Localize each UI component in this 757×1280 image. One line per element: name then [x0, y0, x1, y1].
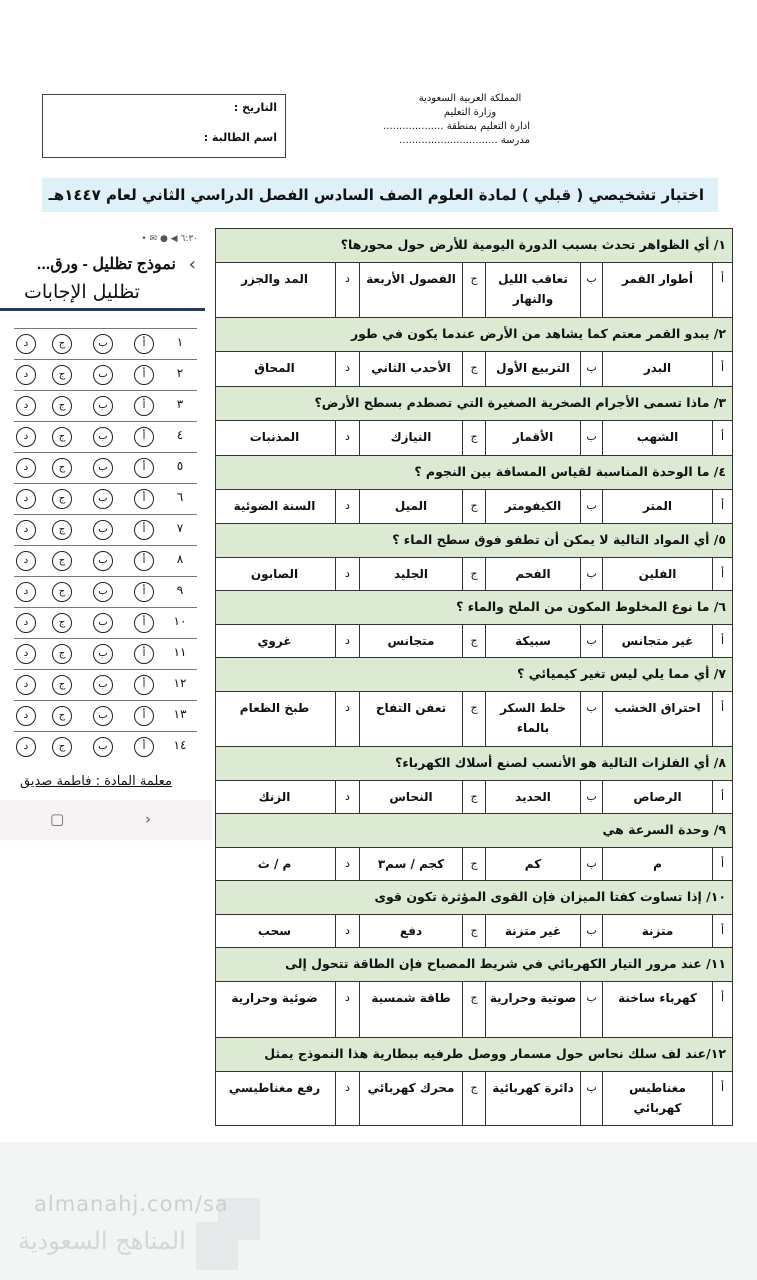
- answer-bubble[interactable]: د: [16, 427, 36, 447]
- answer-row: [14, 390, 197, 421]
- option-letter: د: [335, 263, 359, 317]
- answer-bubble[interactable]: ج: [52, 644, 72, 664]
- option-letter: د: [335, 1072, 359, 1125]
- option-answer[interactable]: غير متزنة: [485, 915, 580, 947]
- answer-bubble[interactable]: د: [16, 613, 36, 633]
- option-answer[interactable]: طاقة شمسية: [359, 982, 462, 1037]
- option-answer[interactable]: المذنبات: [249, 430, 300, 444]
- option-answer[interactable]: الزنك: [258, 790, 291, 804]
- options-row: [215, 982, 733, 1038]
- watermark-brand: المناهج السعودية: [18, 1227, 186, 1255]
- option-answer[interactable]: النيازك: [359, 421, 462, 455]
- option-letter: ج: [462, 915, 485, 947]
- option-answer[interactable]: أطوار القمر: [602, 263, 712, 317]
- answer-bubble[interactable]: د: [16, 458, 36, 478]
- option-answer[interactable]: دائرة كهربائية: [485, 1072, 580, 1125]
- question-text: ٢/ يبدو القمر معتم كما يشاهد من الأرض عندما يكون في طور: [215, 318, 733, 352]
- answer-bubble[interactable]: أ: [134, 427, 154, 447]
- option-answer[interactable]: ضوئية وحرارية: [231, 991, 318, 1005]
- answer-bubble[interactable]: أ: [134, 520, 154, 540]
- options-row: [215, 848, 733, 881]
- option-letter: ب: [580, 625, 602, 657]
- answer-row: [14, 359, 197, 390]
- answer-bubble[interactable]: د: [16, 520, 36, 540]
- row-number: ٧: [176, 521, 184, 535]
- option-answer[interactable]: سحب: [257, 924, 292, 938]
- option-answer[interactable]: كجم / سم٣: [359, 848, 462, 880]
- option-letter: أ: [712, 915, 732, 947]
- option-letter: د: [335, 490, 359, 523]
- forward-icon[interactable]: ›: [145, 810, 151, 828]
- answer-bubble[interactable]: ج: [52, 737, 72, 757]
- answer-bubble[interactable]: ب: [93, 334, 113, 354]
- answer-bubble[interactable]: ج: [52, 334, 72, 354]
- answer-bubble[interactable]: ب: [93, 365, 113, 385]
- answer-bubble[interactable]: ج: [52, 489, 72, 509]
- answer-row: [14, 421, 197, 452]
- option-answer[interactable]: مغناطيس كهربائي: [602, 1072, 712, 1125]
- question-text: ٧/ أي مما يلي ليس تغير كيميائي ؟: [215, 658, 733, 692]
- row-number: ١٣: [173, 707, 187, 721]
- answer-bubble[interactable]: د: [16, 334, 36, 354]
- answer-bubble[interactable]: أ: [134, 334, 154, 354]
- answer-row: [14, 514, 197, 545]
- option-letter: أ: [712, 625, 732, 657]
- answer-bubble[interactable]: ب: [93, 644, 113, 664]
- options-row: [215, 1072, 733, 1126]
- answer-bubble[interactable]: أ: [134, 737, 154, 757]
- option-answer[interactable]: غروي: [257, 634, 292, 648]
- option-letter: ج: [462, 352, 485, 386]
- option-answer[interactable]: المد والجزر: [241, 272, 308, 286]
- option-letter: ب: [580, 915, 602, 947]
- option-letter: د: [335, 982, 359, 1037]
- logo-square: [196, 1222, 238, 1270]
- answer-bubble[interactable]: ب: [93, 551, 113, 571]
- answer-bubble[interactable]: أ: [134, 365, 154, 385]
- option-answer[interactable]: رفع مغناطيسي: [228, 1081, 321, 1095]
- nav-bar: [0, 800, 212, 840]
- answer-sheet-phone-screenshot: [0, 228, 212, 840]
- question-text: ٩/ وحدة السرعة هي: [215, 814, 733, 848]
- kingdom-label: المملكة العربية السعودية: [418, 93, 522, 104]
- option-letter: د: [335, 352, 359, 386]
- date-label: التاريخ :: [233, 101, 277, 114]
- option-letter: أ: [712, 781, 732, 813]
- option-answer[interactable]: الفحم: [485, 558, 580, 590]
- school-header: [360, 92, 530, 148]
- options-row: [215, 421, 733, 456]
- options-row: [215, 781, 733, 814]
- option-answer[interactable]: النحاس: [359, 781, 462, 813]
- answer-bubble[interactable]: د: [16, 706, 36, 726]
- option-letter: د: [335, 558, 359, 590]
- question-text: ١٠/ إذا تساوت كفتا الميزان فإن القوى المؤثرة تكون قوى: [215, 881, 733, 915]
- answer-bubble[interactable]: ب: [93, 706, 113, 726]
- answer-row: [14, 452, 197, 483]
- row-number: ١: [176, 335, 184, 349]
- row-number: ٤: [176, 428, 184, 442]
- home-icon[interactable]: ▢: [50, 810, 65, 828]
- answer-bubble[interactable]: ب: [93, 458, 113, 478]
- option-answer[interactable]: كهرباء ساخنة: [602, 982, 712, 1037]
- header-underline: [0, 308, 205, 311]
- option-answer[interactable]: غير متجانس: [602, 625, 712, 657]
- option-answer[interactable]: الصابون: [250, 567, 299, 581]
- answer-bubble[interactable]: ج: [52, 675, 72, 695]
- option-answer[interactable]: احتراق الخشب: [602, 692, 712, 746]
- row-number: ٦: [176, 490, 184, 504]
- option-letter: ب: [580, 558, 602, 590]
- option-answer[interactable]: تعاقب الليل والنهار: [485, 263, 580, 317]
- answer-row: [14, 483, 197, 514]
- option-answer[interactable]: صوتية وحرارية: [485, 982, 580, 1037]
- option-letter: ب: [580, 848, 602, 880]
- option-answer[interactable]: الحديد: [485, 781, 580, 813]
- answer-bubble[interactable]: د: [16, 365, 36, 385]
- option-letter: د: [335, 915, 359, 947]
- row-number: ١٤: [173, 738, 187, 752]
- watermark-area: [0, 1142, 757, 1280]
- question-text: ٥/ أي المواد التالية لا يمكن أن تطفو فوق سطح الماء ؟: [215, 524, 733, 558]
- option-answer[interactable]: الأقمار: [485, 421, 580, 455]
- option-letter: ب: [580, 490, 602, 523]
- answer-bubble[interactable]: ج: [52, 582, 72, 602]
- option-letter: د: [335, 421, 359, 455]
- question-text: ١٢/عند لف سلك نحاس حول مسمار ووصل طرفيه ببطارية هذا النموذج يمثل: [215, 1038, 733, 1072]
- answer-bubble[interactable]: أ: [134, 644, 154, 664]
- answer-bubble[interactable]: أ: [134, 582, 154, 602]
- answer-bubble[interactable]: ج: [52, 551, 72, 571]
- answer-bubble[interactable]: ب: [93, 427, 113, 447]
- option-answer[interactable]: متزنة: [602, 915, 712, 947]
- option-letter: ج: [462, 848, 485, 880]
- answer-bubble[interactable]: د: [16, 644, 36, 664]
- option-answer[interactable]: م / ث: [257, 857, 292, 871]
- option-letter: ج: [462, 263, 485, 317]
- answer-row: [14, 638, 197, 669]
- option-answer[interactable]: السنة الضوئية: [233, 499, 316, 513]
- answer-row: [14, 545, 197, 576]
- answer-row: [14, 669, 197, 700]
- answer-bubble[interactable]: ب: [93, 737, 113, 757]
- answer-bubble[interactable]: ج: [52, 458, 72, 478]
- answer-bubble[interactable]: د: [16, 582, 36, 602]
- options-row: [215, 692, 733, 747]
- answer-bubble[interactable]: ب: [93, 675, 113, 695]
- option-letter: ب: [580, 781, 602, 813]
- option-answer[interactable]: المتر: [602, 490, 712, 523]
- option-letter: أ: [712, 1072, 732, 1125]
- option-letter: ب: [580, 263, 602, 317]
- option-answer[interactable]: الأحدب الثاني: [359, 352, 462, 386]
- option-letter: ج: [462, 625, 485, 657]
- row-number: ٣: [176, 397, 184, 411]
- answer-row: [14, 576, 197, 607]
- answer-row: [14, 607, 197, 638]
- answer-row: [14, 700, 197, 731]
- option-answer[interactable]: الكيفومتر: [485, 490, 580, 523]
- answer-bubble[interactable]: د: [16, 489, 36, 509]
- option-answer[interactable]: طبخ الطعام: [239, 701, 310, 715]
- watermark-url: almanahj.com/sa: [34, 1192, 229, 1216]
- option-letter: ج: [462, 490, 485, 523]
- status-time: ٦:٣٠: [180, 234, 198, 244]
- row-number: ١٠: [173, 614, 187, 628]
- answer-bubble[interactable]: ب: [93, 520, 113, 540]
- answer-bubble[interactable]: د: [16, 675, 36, 695]
- row-number: ١١: [173, 645, 187, 659]
- row-number: ٢: [176, 366, 184, 380]
- option-letter: د: [335, 848, 359, 880]
- answer-bubble[interactable]: د: [16, 551, 36, 571]
- option-answer[interactable]: التربيع الأول: [485, 352, 580, 386]
- option-answer[interactable]: سبيكة: [485, 625, 580, 657]
- option-answer[interactable]: م: [602, 848, 712, 880]
- options-row: [215, 263, 733, 318]
- option-answer[interactable]: المحاق: [254, 361, 295, 375]
- option-letter: ب: [580, 421, 602, 455]
- admin-label: ادارة التعليم بمنطقة ...................: [383, 121, 530, 132]
- option-letter: أ: [712, 263, 732, 317]
- answer-bubble[interactable]: أ: [134, 551, 154, 571]
- question-text: ٦/ ما نوع المخلوط المكون من الملح والماء ؟: [215, 591, 733, 625]
- options-row: [215, 558, 733, 591]
- option-answer[interactable]: الشهب: [602, 421, 712, 455]
- answer-bubble[interactable]: د: [16, 737, 36, 757]
- question-text: ١١/ عند مرور التيار الكهربائي في شريط المصباح فإن الطاقة تتحول إلى: [215, 948, 733, 982]
- option-answer[interactable]: الميل: [359, 490, 462, 523]
- answer-bubble[interactable]: ب: [93, 489, 113, 509]
- answer-bubble[interactable]: د: [16, 396, 36, 416]
- option-letter: أ: [712, 421, 732, 455]
- row-number: ٨: [176, 552, 184, 566]
- answer-bubble[interactable]: ج: [52, 706, 72, 726]
- answer-bubble[interactable]: ب: [93, 582, 113, 602]
- answer-bubble[interactable]: أ: [134, 489, 154, 509]
- option-letter: د: [335, 625, 359, 657]
- question-text: ٤/ ما الوحدة المناسبة لقياس المسافة بين النجوم ؟: [215, 456, 733, 490]
- student-name-label: اسم الطالبة :: [203, 131, 277, 144]
- option-letter: ج: [462, 421, 485, 455]
- option-answer[interactable]: خلط السكر بالماء: [485, 692, 580, 746]
- option-letter: أ: [712, 982, 732, 1037]
- answer-bubble[interactable]: ج: [52, 365, 72, 385]
- options-row: [215, 915, 733, 948]
- option-answer[interactable]: محرك كهربائي: [359, 1072, 462, 1125]
- ministry-label: وزارة التعليم: [443, 107, 497, 118]
- option-letter: د: [335, 692, 359, 746]
- option-letter: د: [335, 781, 359, 813]
- student-info-box: [42, 94, 286, 158]
- answer-row: [14, 328, 197, 359]
- answer-bubble[interactable]: ج: [52, 520, 72, 540]
- answer-row: [14, 731, 197, 762]
- option-letter: ب: [580, 692, 602, 746]
- option-answer[interactable]: تعفن التفاح: [359, 692, 462, 746]
- option-answer[interactable]: الرصاص: [602, 781, 712, 813]
- option-letter: ب: [580, 982, 602, 1037]
- option-letter: أ: [712, 848, 732, 880]
- option-answer[interactable]: الفلين: [602, 558, 712, 590]
- option-answer[interactable]: الجليد: [359, 558, 462, 590]
- option-answer[interactable]: متجانس: [359, 625, 462, 657]
- row-number: ٩: [176, 583, 184, 597]
- answer-bubble[interactable]: أ: [134, 706, 154, 726]
- option-letter: أ: [712, 352, 732, 386]
- option-letter: أ: [712, 490, 732, 523]
- back-chevron-icon[interactable]: ‹: [188, 254, 196, 275]
- status-bar: • ✉ ● ◀ ٦:٣٠: [141, 234, 198, 244]
- option-letter: ج: [462, 558, 485, 590]
- option-letter: ب: [580, 1072, 602, 1125]
- questions-table: [215, 228, 733, 1126]
- option-answer[interactable]: البدر: [602, 352, 712, 386]
- option-answer[interactable]: كم: [485, 848, 580, 880]
- answer-bubble[interactable]: ب: [93, 613, 113, 633]
- app-title: نموذج تظليل - ورق...: [36, 256, 176, 273]
- question-text: ٨/ أي الفلزات التالية هو الأنسب لصنع أسلاك الكهرباء؟: [215, 747, 733, 781]
- options-row: [215, 352, 733, 387]
- answer-bubble[interactable]: أ: [134, 675, 154, 695]
- question-text: ١/ أي الظواهر تحدث بسبب الدورة اليومية للأرض حول محورها؟: [215, 229, 733, 263]
- school-label: مدرسة ...............................: [399, 135, 530, 146]
- answer-bubble[interactable]: ج: [52, 613, 72, 633]
- option-letter: ج: [462, 1072, 485, 1125]
- handwritten-title: تظليل الإجابات: [24, 281, 140, 303]
- answer-bubble[interactable]: أ: [134, 613, 154, 633]
- exam-title: اختبار تشخيصي ( قبلي ) لمادة العلوم الصف السادس الفصل الدراسي الثاني لعام ١٤٤٧هـ: [42, 178, 718, 212]
- teacher-name: معلمة المادة : فاطمة صديق: [20, 774, 172, 789]
- option-answer[interactable]: دفع: [359, 915, 462, 947]
- option-letter: أ: [712, 558, 732, 590]
- answer-bubble[interactable]: أ: [134, 458, 154, 478]
- option-letter: ج: [462, 692, 485, 746]
- question-text: ٣/ ماذا تسمى الأجرام الصخرية الصغيرة التي تصطدم بسطح الأرض؟: [215, 387, 733, 421]
- option-letter: ج: [462, 781, 485, 813]
- row-number: ٥: [176, 459, 184, 473]
- answer-bubble[interactable]: أ: [134, 396, 154, 416]
- option-letter: أ: [712, 692, 732, 746]
- row-number: ١٢: [173, 676, 187, 690]
- answer-bubble[interactable]: ج: [52, 396, 72, 416]
- option-letter: ب: [580, 352, 602, 386]
- option-answer[interactable]: الفصول الأربعة: [359, 263, 462, 317]
- answer-bubble[interactable]: ج: [52, 427, 72, 447]
- option-letter: ج: [462, 982, 485, 1037]
- answer-bubble[interactable]: ب: [93, 396, 113, 416]
- options-row: [215, 625, 733, 658]
- options-row: [215, 490, 733, 524]
